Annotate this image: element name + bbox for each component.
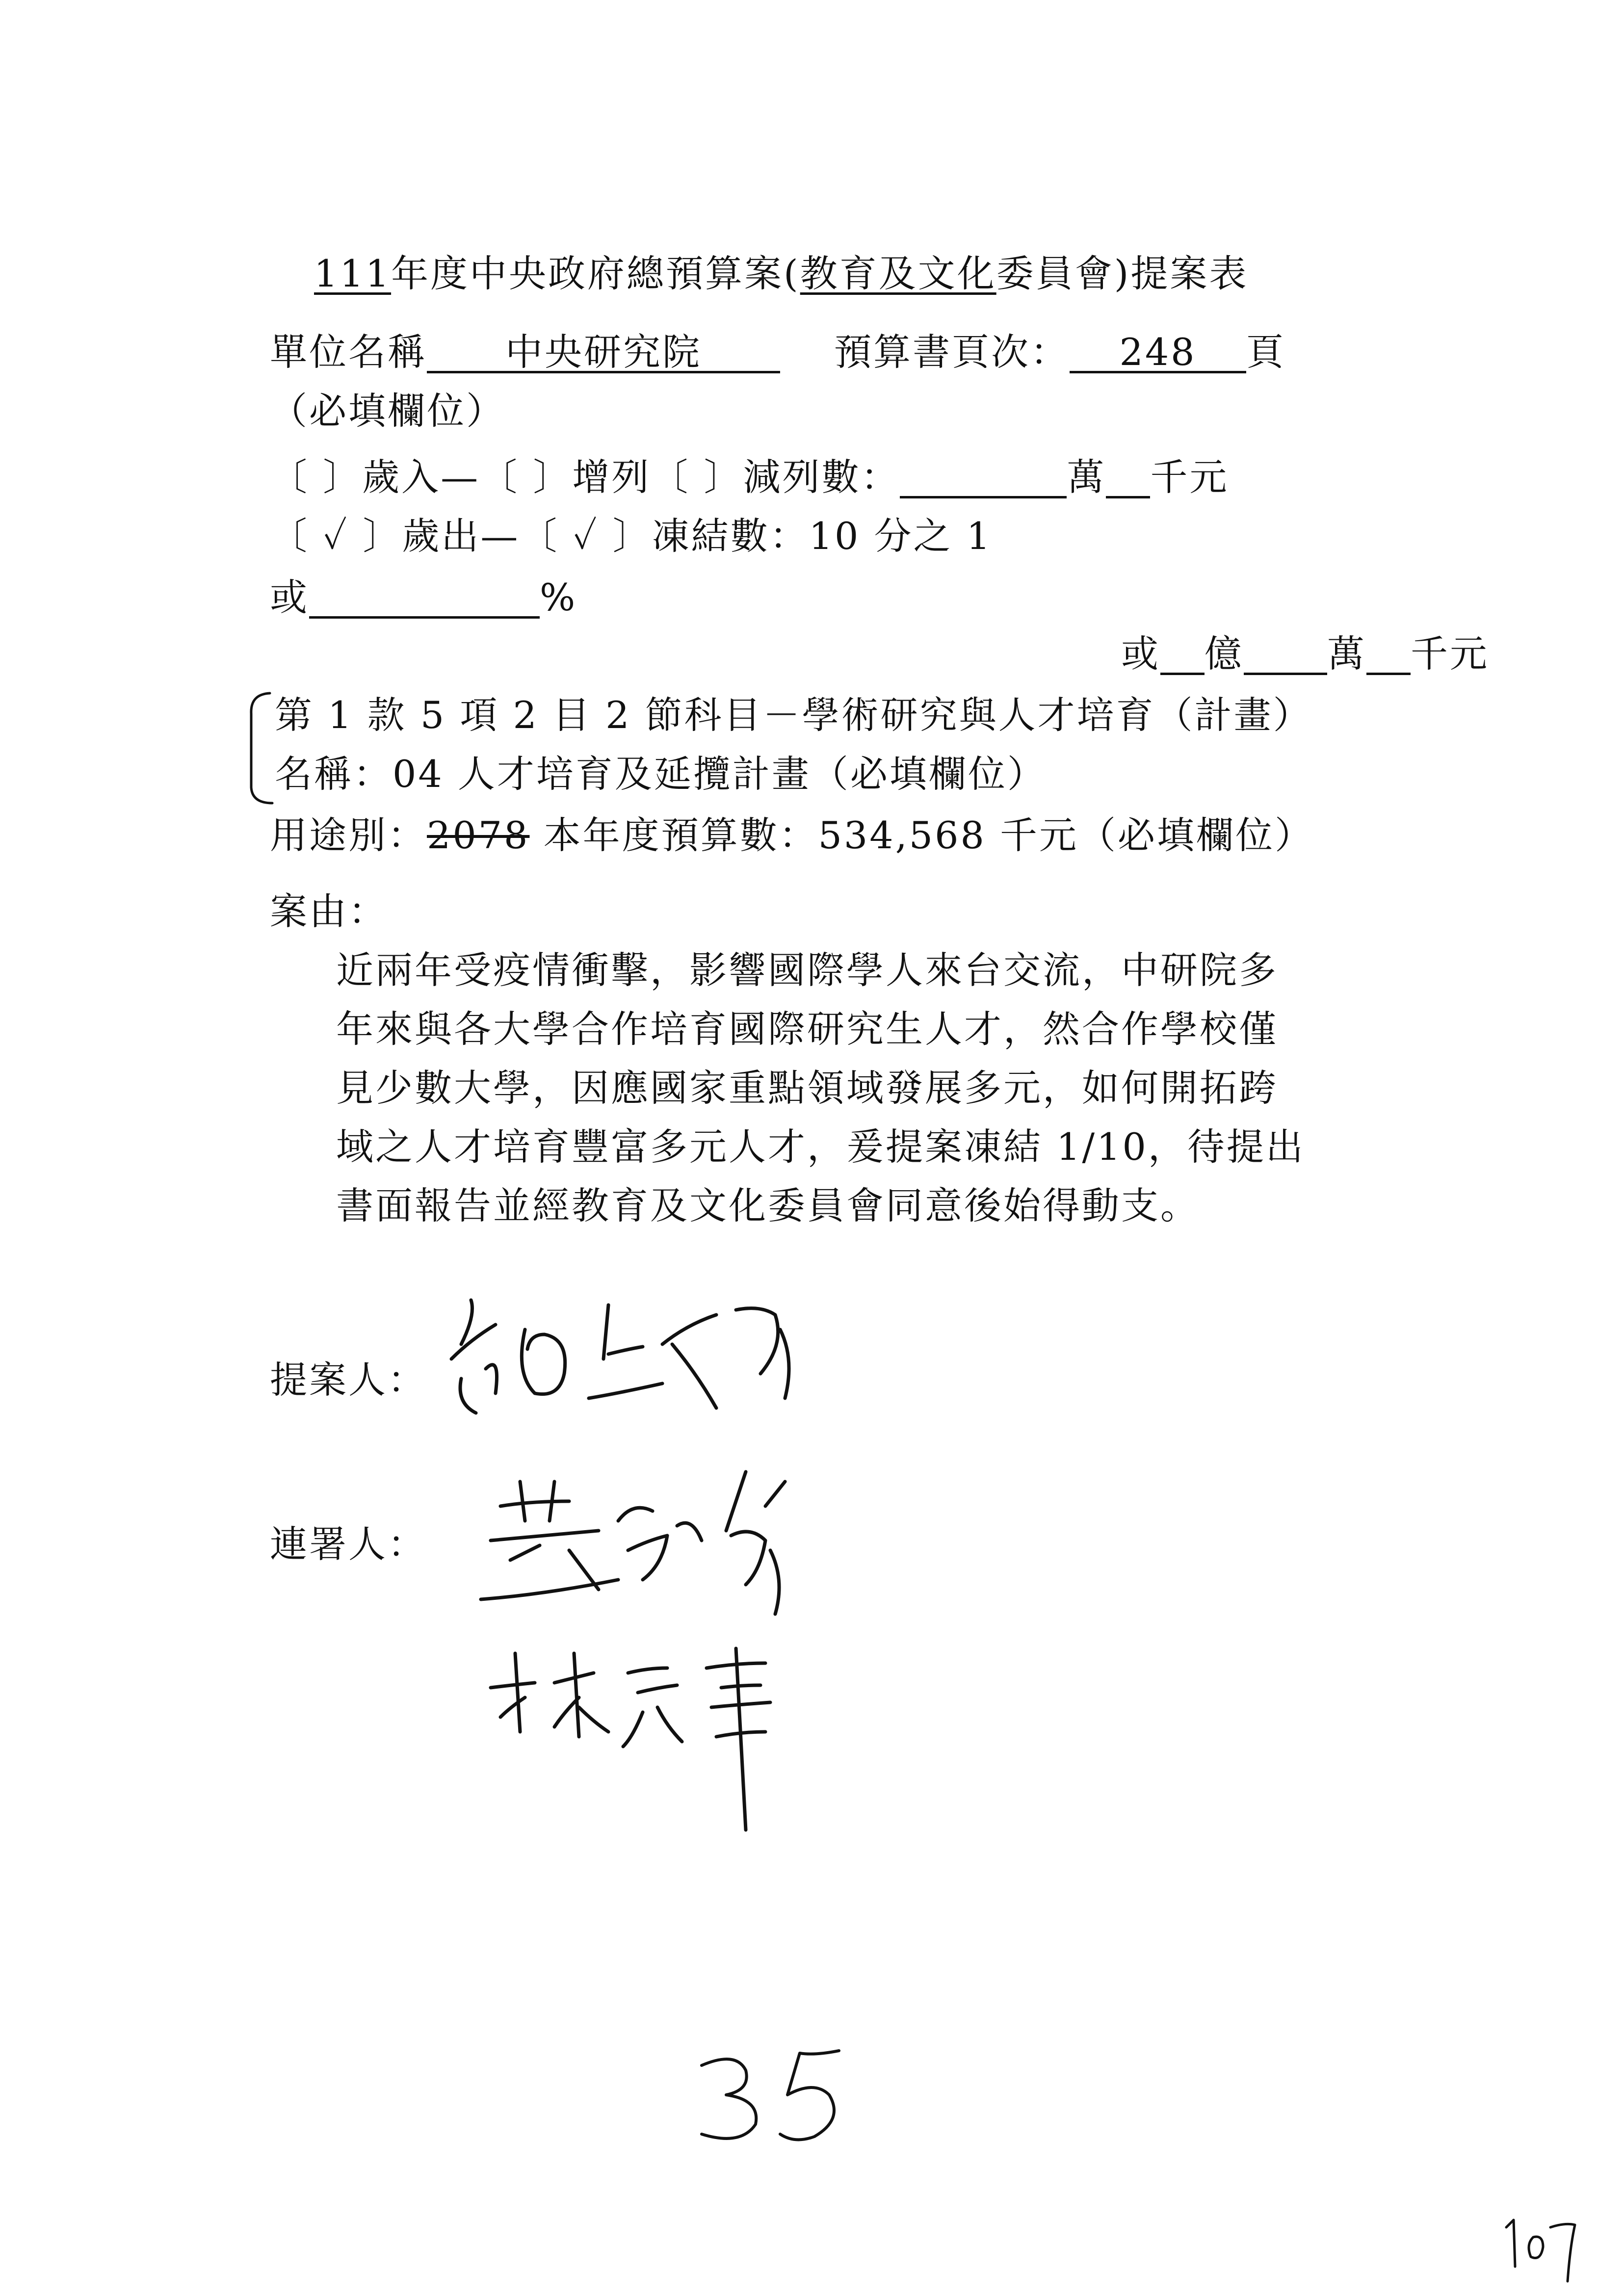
reason-line: 年來與各大學合作培育國際研究生人才，然合作學校僅 bbox=[336, 1007, 1278, 1051]
yi-label: 億 bbox=[1205, 632, 1244, 676]
title-committee: 教育及文化 bbox=[800, 252, 996, 295]
title-year: 111 bbox=[314, 252, 392, 295]
page-label: 預算書頁次： bbox=[834, 330, 1070, 374]
wan-label-2: 萬 bbox=[1327, 632, 1366, 676]
percent-sign: % bbox=[540, 575, 577, 619]
cosigner-signature-1 bbox=[471, 1452, 814, 1629]
unit-value: 中央研究院 bbox=[427, 334, 780, 373]
reason-line: 見少數大學，因應國家重點領域發展多元，如何開拓跨 bbox=[336, 1066, 1278, 1110]
amount-wan-blank bbox=[900, 459, 1067, 498]
subject-line-2: 名稱：04 人才培育及延攬計畫（必填欄位） bbox=[275, 752, 1047, 796]
option-line-4 bbox=[1121, 632, 1489, 676]
page-suffix: 頁 bbox=[1246, 330, 1285, 374]
subject-line-1: 第 1 款 5 項 2 目 2 節科目－學術研究與人才培育（計畫） bbox=[275, 693, 1312, 737]
reason-line: 近兩年受疫情衝擊，影響國際學人來台交流，中研院多 bbox=[336, 948, 1278, 992]
yi-blank bbox=[1160, 635, 1205, 675]
unit-row bbox=[270, 330, 1285, 374]
option-line-2: 〔 ✓ 〕歲出—〔 ✓ 〕凍結數：10 分之 1 bbox=[270, 514, 993, 558]
qian-blank-2 bbox=[1366, 635, 1411, 675]
or-label-2: 或 bbox=[1121, 632, 1160, 676]
revenue-option: 〔 〕歲入—〔 〕增列〔 〕減列數： bbox=[270, 455, 900, 499]
subject-brace bbox=[236, 689, 280, 807]
wan-label: 萬 bbox=[1067, 455, 1106, 499]
handwritten-corner-number bbox=[1496, 2208, 1585, 2286]
cosigner-label: 連署人： bbox=[270, 1522, 427, 1566]
title-part2: 委員會)提案表 bbox=[996, 252, 1249, 295]
proposer-label: 提案人： bbox=[270, 1358, 427, 1402]
usage-line bbox=[270, 813, 1314, 857]
cosigner-signature-2 bbox=[481, 1639, 785, 1835]
qian-label-2: 千元 bbox=[1411, 632, 1489, 676]
required-note: （必填欄位） bbox=[270, 389, 505, 433]
option-line-3 bbox=[270, 575, 577, 619]
page-value: 248 bbox=[1070, 334, 1246, 373]
handwritten-page-number bbox=[682, 2041, 888, 2149]
option-line-1 bbox=[270, 455, 1229, 499]
form-title bbox=[314, 252, 1249, 295]
proposer-signature bbox=[442, 1285, 814, 1428]
amount-qian-blank bbox=[1106, 459, 1150, 498]
budget-text: 本年度預算數：534,568 千元（必填欄位） bbox=[529, 813, 1314, 857]
reason-line: 書面報告並經教育及文化委員會同意後始得動支。 bbox=[336, 1184, 1200, 1227]
title-part1: 年度中央政府總預算案( bbox=[391, 252, 800, 295]
unit-label: 單位名稱 bbox=[270, 330, 427, 374]
percent-blank bbox=[309, 579, 540, 619]
reason-line: 域之人才培育豐富多元人才，爰提案凍結 1/10，待提出 bbox=[336, 1125, 1305, 1169]
reason-label: 案由： bbox=[270, 889, 388, 933]
or-label: 或 bbox=[270, 575, 309, 619]
usage-code: 2078 bbox=[427, 813, 530, 857]
wan-blank-2 bbox=[1244, 635, 1327, 675]
qian-label: 千元 bbox=[1150, 455, 1229, 499]
usage-label: 用途別： bbox=[270, 813, 427, 857]
